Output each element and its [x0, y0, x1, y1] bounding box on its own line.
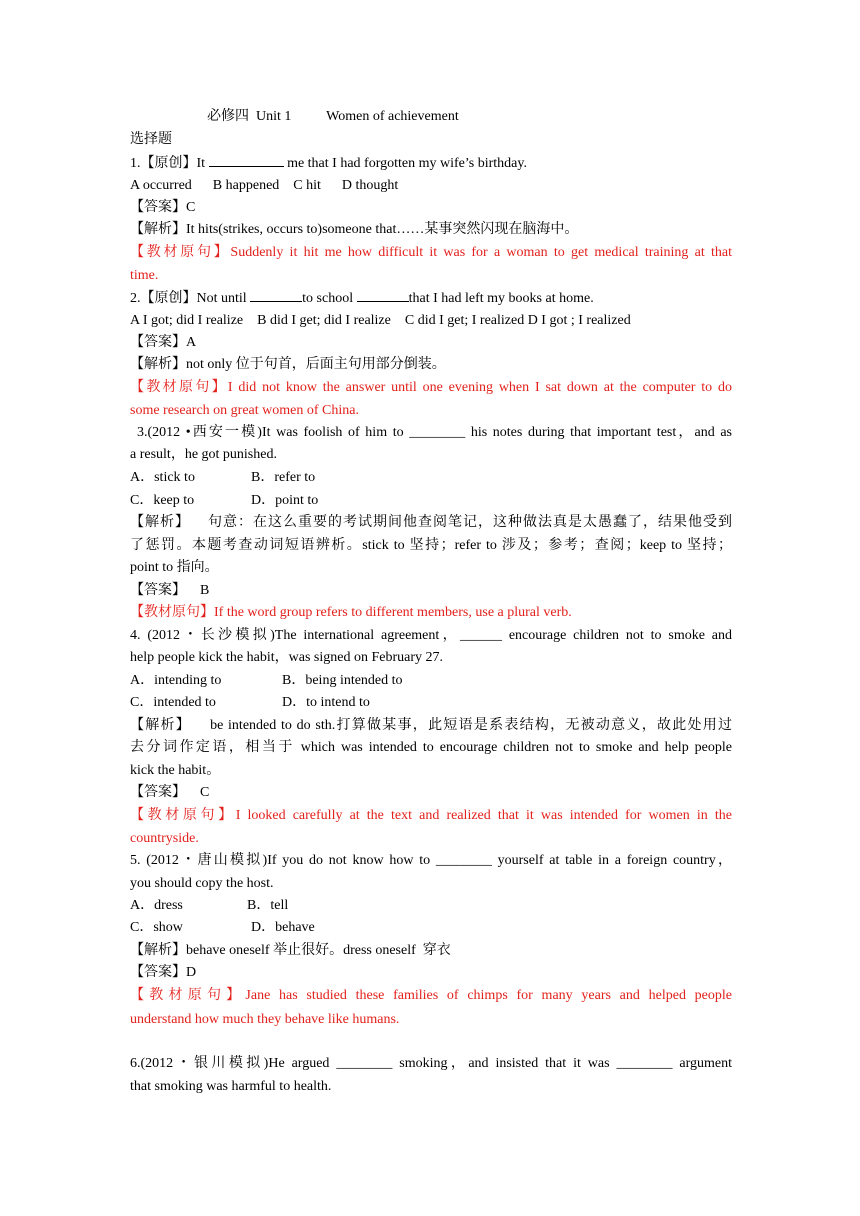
q3-analysis-cont: 了惩罚。本题考查动词短语辨析。stick to 坚持；refer to 涉及；参考；查阅；keep to 坚持； [130, 538, 732, 553]
q2-original-sentence-cont: some research on great women of China. [130, 403, 359, 418]
option-d: D．point to [251, 493, 319, 508]
option-c: C．keep to [130, 493, 195, 508]
q2-analysis: 【解析】not only 位于句首，后面主句用部分倒装。 [130, 357, 446, 372]
q4-stem-cont: help people kick the habit，was signed on February 27. [130, 650, 443, 665]
q5-original-sentence: 【教材原句】Jane has studied these families of chimps for many years and helped people [130, 988, 732, 1003]
q1-original-sentence: 【教材原句】Suddenly it hit me how difficult it was for a woman to get medical training at that [130, 245, 732, 260]
q5-stem-cont: you should copy the host. [130, 876, 274, 891]
q1-original-sentence-cont: time. [130, 268, 159, 283]
option-d: D．to intend to [282, 695, 370, 710]
q4-analysis-cont: 去分词作定语，相当于 which was intended to encourage children not to smoke and help people [130, 740, 732, 755]
q5-stem: 5. (2012・唐山模拟)If you do not know how to ________ yourself at table in a foreign country， [130, 853, 732, 868]
q4-analysis-end: kick the habit。 [130, 763, 221, 778]
q5-options-row2 [130, 919, 732, 937]
section-heading: 选择题 [130, 132, 172, 147]
q3-answer: 【答案】 B [130, 583, 210, 598]
option-a: A．stick to [130, 470, 195, 485]
q4-stem: 4. (2012・长沙模拟)The international agreement，______ encourage children not to smoke and [130, 628, 732, 643]
q3-analysis-end: point to 指向。 [130, 560, 219, 575]
q4-options-row2 [130, 694, 732, 712]
answer-blank [250, 289, 302, 302]
q5-answer: 【答案】D [130, 965, 197, 980]
answer-blank [357, 289, 409, 302]
q2-options: A I got; did I realize B did I get; did I realize C did I get; I realized D I got ; I realized [130, 313, 631, 328]
q3-options-row2 [130, 492, 732, 510]
q2-answer: 【答案】A [130, 335, 197, 350]
option-a: A．dress [130, 898, 183, 913]
q1-options: A occurred B happened C hit D thought [130, 178, 399, 193]
q1-analysis: 【解析】It hits(strikes, occurs to)someone that……某事突然闪现在脑海中。 [130, 222, 579, 237]
q4-original-sentence-cont: countryside. [130, 831, 199, 846]
q2-stem: 2.【原创】Not until to school that I had left my books at home. [130, 291, 594, 306]
q6-stem-cont: that smoking was harmful to health. [130, 1079, 332, 1094]
option-b: B．tell [247, 898, 289, 913]
q5-analysis: 【解析】behave oneself 举止很好。dress oneself 穿衣 [130, 943, 451, 958]
document-title: 必修四 Unit 1 Women of achievement [207, 109, 459, 124]
option-a: A．intending to [130, 673, 222, 688]
q4-original-sentence: 【教材原句】I looked carefully at the text and realized that it was intended for women in the [130, 808, 732, 823]
option-b: B．refer to [251, 470, 316, 485]
q1-stem: 1.【原创】It me that I had forgotten my wife’s birthday. [130, 156, 527, 171]
q2-original-sentence: 【教材原句】I did not know the answer until one evening when I sat down at the computer to do [130, 380, 732, 395]
q3-stem-cont: a result，he got punished. [130, 447, 277, 462]
option-d: D．behave [251, 920, 315, 935]
q6-stem: 6.(2012・银川模拟)He argued ________ smoking，and insisted that it was ________ argument [130, 1056, 732, 1071]
q3-analysis: 【解析】 句意：在这么重要的考试期间他查阅笔记，这种做法真是太愚蠢了，结果他受到 [130, 515, 732, 530]
q4-answer: 【答案】 C [130, 785, 210, 800]
q3-original-sentence: 【教材原句】If the word group refers to different members, use a plural verb. [130, 605, 572, 620]
option-c: C．show [130, 920, 183, 935]
answer-blank [209, 154, 284, 167]
q4-analysis: 【解析】 be intended to do sth.打算做某事，此短语是系表结构，无被动意义，故此处用过 [130, 718, 732, 733]
q1-answer: 【答案】C [130, 200, 196, 215]
q3-options-row1 [130, 469, 732, 487]
option-b: B．being intended to [282, 673, 403, 688]
q3-stem: 3.(2012 •西安一模)It was foolish of him to ________ his notes during that important test，and as [137, 425, 732, 440]
q5-options-row1 [130, 897, 732, 915]
q4-options-row1 [130, 672, 732, 690]
option-c: C．intended to [130, 695, 216, 710]
q5-original-sentence-cont: understand how much they behave like humans. [130, 1012, 400, 1027]
